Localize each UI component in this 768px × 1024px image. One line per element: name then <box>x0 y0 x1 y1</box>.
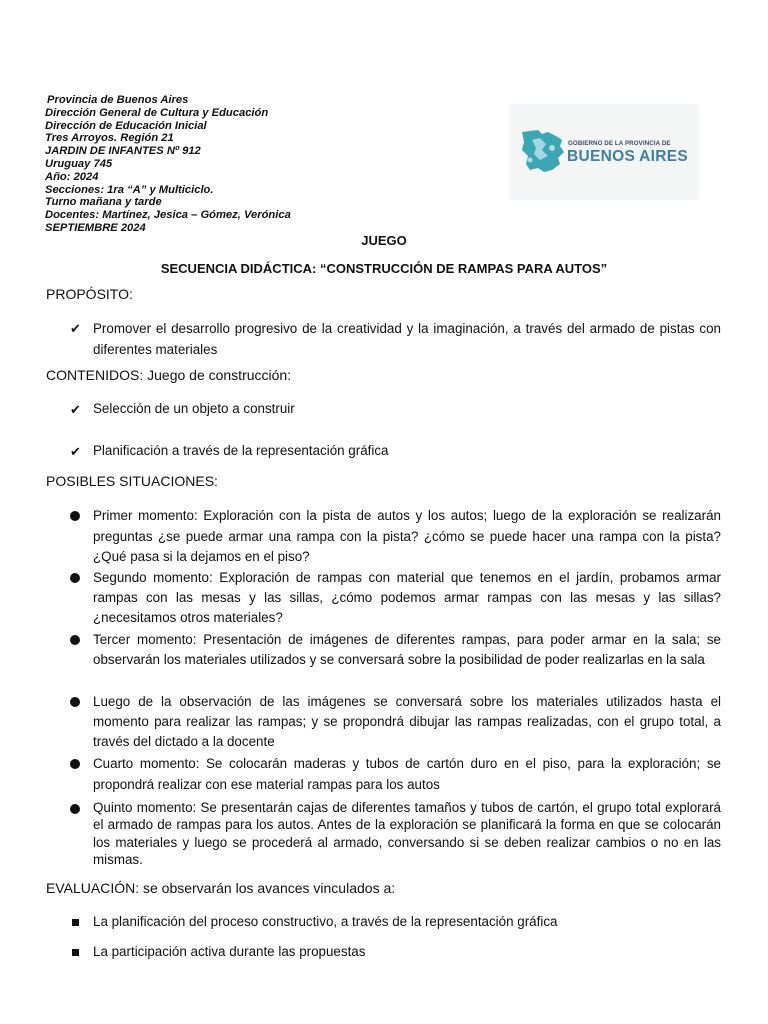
list-item <box>93 318 721 360</box>
header-line: JARDIN DE INFANTES Nº 912 <box>45 145 201 158</box>
square-bullet-icon <box>72 949 79 956</box>
list-item: Selección de un objeto a construir <box>93 401 295 416</box>
list-item: Quinto momento: Se presentarán cajas de diferentes tamaños y tubos de cartón, el grupo total explorará el armado de rampas para los autos. Antes de la exploración se planificará la forma en que se colocarán los materiales y luego se procederá al armado, conversando si se deben realizar cambios o no en las mismas. <box>93 800 721 867</box>
header-line: Secciones: 1ra “A” y Multiciclo. <box>45 183 214 196</box>
bullet-icon <box>70 573 80 583</box>
list-item: Tercer momento: Presentación de imágenes de diferentes rampas, para poder armar en la sala; se observarán los materiales utilizados y se conversará sobre la posibilidad de poder realizarlas en la sala <box>93 632 721 667</box>
list-item: Luego de la observación de las imágenes se conversará sobre los materiales utilizados hasta el momento para realizar las rampas; y se propondrá dibujar las rampas realizadas, con el grupo total, a través del dictado a la docente <box>93 694 721 749</box>
section-heading-contenidos: CONTENIDOS: Juego de construcción: <box>46 367 292 383</box>
list-item: Planificación a través de la representación gráfica <box>93 443 389 458</box>
bullet-icon <box>70 804 80 814</box>
doc-title-game: JUEGO <box>361 233 407 248</box>
list-item: Cuarto momento: Se colocarán maderas y tubos de cartón duro en el piso, para la exploración; se propondrá realizar con ese material rampas para los autos <box>93 756 721 792</box>
check-icon: ✔ <box>70 402 81 417</box>
check-icon: ✔ <box>70 321 81 336</box>
list-item: La planificación del proceso constructivo, a través de la representación gráfica <box>93 914 558 929</box>
logo-subtitle: GOBIERNO DE LA PROVINCIA DE <box>568 140 671 147</box>
bullet-icon <box>70 697 80 707</box>
header-line: Año: 2024 <box>45 170 99 183</box>
institution-header <box>45 94 485 235</box>
buenos-aires-logo <box>510 104 698 200</box>
header-line: Dirección General de Cultura y Educación <box>45 106 269 119</box>
list-item: La participación activa durante las propuestas <box>93 944 366 959</box>
section-heading-proposito: PROPÓSITO: <box>46 286 133 302</box>
bullet-icon <box>70 635 80 645</box>
list-item: Segundo momento: Exploración de rampas con material que tenemos en el jardín, probamos armar rampas con las mesas y las sillas, ¿cómo podemos armar rampas con las mesas y las sillas? ¿necesitamos otros materiales? <box>93 570 721 625</box>
square-bullet-icon <box>72 919 79 926</box>
header-line: Provincia de Buenos Aires <box>47 94 189 106</box>
section-heading-evaluacion: EVALUACIÓN: se observarán los avances vinculados a: <box>46 880 396 896</box>
header-line: SEPTIEMBRE 2024 <box>45 221 146 234</box>
doc-title-sequence: SECUENCIA DIDÁCTICA: “CONSTRUCCIÓN DE RAMPAS PARA AUTOS” <box>160 261 608 276</box>
bullet-icon <box>70 511 80 521</box>
header-line: Uruguay 745 <box>45 157 113 170</box>
header-line: Tres Arroyos. Región 21 <box>45 132 174 145</box>
header-line: Dirección de Educación Inicial <box>45 119 207 132</box>
section-heading-situaciones: POSIBLES SITUACIONES: <box>46 473 218 489</box>
header-line: Docentes: Martínez, Jesica – Gómez, Verónica <box>45 209 291 222</box>
list-item-text: Promover el desarrollo progresivo de la creatividad y la imaginación, a través del armado de pistas con diferentes materiales <box>93 321 721 357</box>
header-line: Turno mañana y tarde <box>45 196 162 209</box>
logo-title: BUENOS AIRES <box>567 148 689 165</box>
check-icon: ✔ <box>70 444 81 459</box>
bullet-icon <box>70 759 80 769</box>
list-item: Primer momento: Exploración con la pista de autos y los autos; luego de la exploración se realizarán preguntas ¿se puede armar una rampa con la pista? ¿cómo se puede hacer una rampa con la pista? ¿Qué pasa si la dejamos en el piso? <box>93 508 721 564</box>
province-map-icon <box>518 126 566 176</box>
